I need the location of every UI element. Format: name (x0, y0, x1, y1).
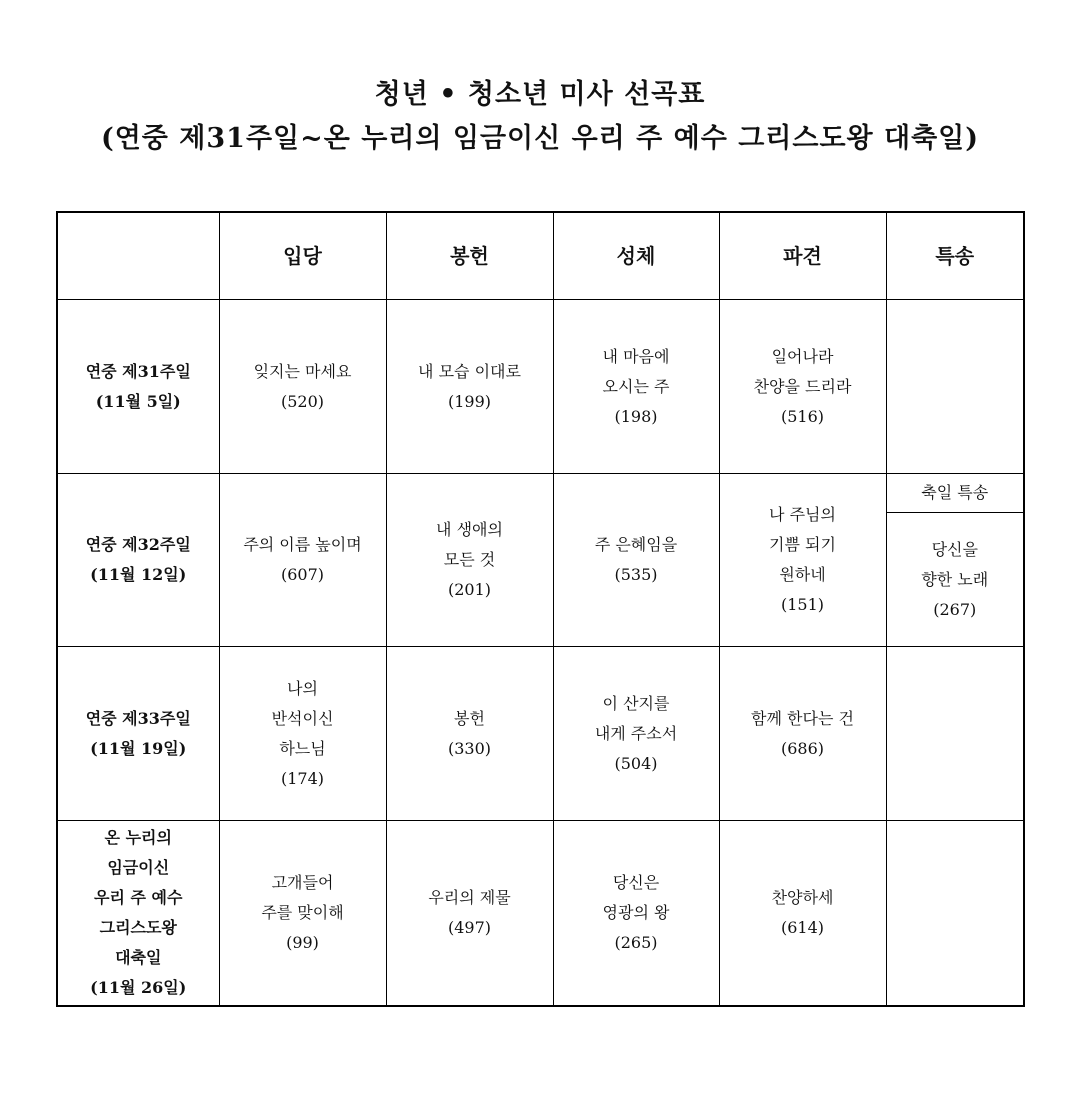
page-subtitle: (연중 제31주일~온 누리의 임금이신 우리 주 예수 그리스도왕 대축일) (100, 123, 980, 154)
header-empty (57, 212, 219, 300)
entrance-cell (219, 300, 386, 474)
song-title: 당신은 (612, 873, 660, 892)
song-title: 주를 맞이해 (261, 903, 344, 922)
song-number: (265) (614, 933, 658, 952)
special-label-cell: 축일 특송 (886, 474, 1024, 513)
week-name: 대축일 (115, 948, 162, 967)
song-title: 일어나라 (771, 346, 834, 366)
song-title: 내 모습 이대로 (418, 361, 521, 381)
dismissal-cell (719, 821, 886, 1007)
offertory-cell (386, 300, 553, 474)
song-title: 향한 노래 (921, 569, 989, 589)
header-special: 특송 (886, 212, 1024, 300)
dismissal-cell (719, 300, 886, 474)
week-date: (11월 12일) (90, 565, 187, 584)
song-title: 찬양을 드리라 (753, 376, 852, 396)
table-header-row (57, 212, 1024, 300)
song-title: 당신을 (931, 539, 978, 559)
header-entrance: 입당 (219, 212, 386, 300)
header-dismissal: 파견 (719, 212, 886, 300)
song-title: 봉헌 (454, 708, 485, 728)
song-title: 나 주님의 (769, 505, 836, 524)
song-number: (267) (933, 599, 977, 619)
song-title: 찬양하세 (771, 888, 834, 907)
offertory-cell (386, 647, 553, 821)
week-name: 그리스도왕 (99, 918, 177, 937)
week-name: 연중 제33주일 (85, 708, 191, 728)
week-date: (11월 26일) (90, 978, 187, 997)
table-row (57, 300, 1024, 474)
dismissal-cell (719, 647, 886, 821)
entrance-cell (219, 821, 386, 1007)
week-name: 연중 제32주일 (85, 535, 191, 554)
song-number: (199) (447, 391, 492, 411)
week-name: 연중 제31주일 (85, 361, 191, 381)
table-row (57, 821, 1024, 1007)
song-title: 주의 이름 높이며 (243, 535, 362, 554)
table-row (57, 647, 1024, 821)
song-number: (497) (447, 918, 492, 937)
song-title: 주 은혜임을 (594, 535, 678, 554)
song-title: 고개들어 (271, 873, 334, 892)
song-number: (607) (280, 565, 325, 584)
week-cell (57, 474, 219, 647)
song-number: (99) (286, 933, 319, 952)
week-name: 온 누리의 (104, 828, 172, 847)
song-title: 원하네 (779, 565, 826, 584)
communion-cell (553, 821, 719, 1007)
song-title: 기쁨 되기 (769, 535, 836, 554)
special-cell (886, 821, 1024, 1007)
song-title: 반석이신 (271, 708, 334, 728)
communion-cell (553, 300, 719, 474)
song-title: 영광의 왕 (602, 903, 670, 922)
song-number: (614) (780, 918, 825, 937)
offertory-cell (386, 821, 553, 1007)
offertory-cell (386, 474, 553, 647)
header-offertory: 봉헌 (386, 212, 553, 300)
week-cell (57, 647, 219, 821)
communion-cell (553, 474, 719, 647)
song-title: 함께 한다는 건 (751, 708, 854, 728)
special-cell (886, 513, 1024, 647)
song-number: (686) (780, 738, 825, 758)
week-name: 임금이신 (107, 858, 170, 877)
week-name: 우리 주 예수 (94, 888, 183, 907)
week-cell (57, 821, 219, 1007)
week-cell (57, 300, 219, 474)
song-title: 이 산지를 (602, 693, 670, 713)
song-title: 내게 주소서 (594, 723, 678, 743)
week-date: (11월 5일) (95, 391, 181, 411)
song-title: 내 생애의 (436, 520, 503, 539)
song-title: 우리의 제물 (428, 888, 511, 907)
song-title: 내 마음에 (602, 346, 670, 366)
song-number: (198) (614, 406, 658, 426)
song-number: (504) (614, 753, 658, 773)
communion-cell (553, 647, 719, 821)
song-title: 모든 것 (443, 550, 496, 569)
song-title: 오시는 주 (602, 376, 670, 396)
entrance-cell (219, 474, 386, 647)
song-number: (174) (280, 768, 325, 788)
song-number: (151) (780, 595, 825, 614)
song-schedule-table (56, 211, 1025, 1007)
entrance-cell (219, 647, 386, 821)
song-title: 잊지는 마세요 (253, 361, 352, 381)
song-title: 하느님 (279, 738, 326, 758)
page-title: 청년 • 청소년 미사 선곡표 (374, 79, 706, 110)
dismissal-cell (719, 474, 886, 647)
song-title: 나의 (287, 678, 318, 698)
special-cell (886, 300, 1024, 474)
song-number: (330) (447, 738, 492, 758)
table-row (57, 474, 1024, 513)
song-number: (516) (780, 406, 825, 426)
song-number: (201) (447, 580, 492, 599)
song-number: (535) (614, 565, 658, 584)
header-communion: 성체 (553, 212, 719, 300)
special-cell (886, 647, 1024, 821)
song-number: (520) (280, 391, 325, 411)
week-date: (11월 19일) (90, 738, 187, 758)
